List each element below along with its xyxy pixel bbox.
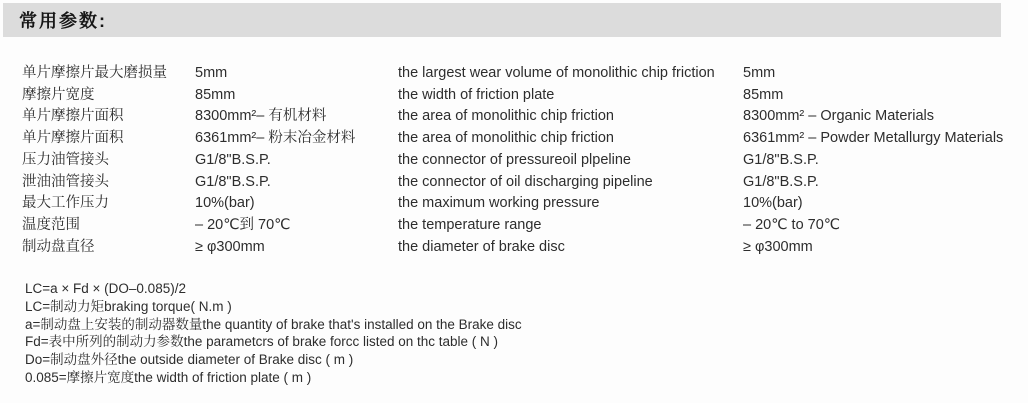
param-value-en: 5mm <box>743 65 776 81</box>
param-value-cn: G1/8"B.S.P. <box>195 173 271 190</box>
param-desc-en: the area of monolithic chip friction <box>398 130 614 147</box>
section-header-bar <box>3 3 1001 37</box>
param-desc-en: the width of friction plate <box>398 86 555 103</box>
param-value-cn: 5mm <box>195 65 228 81</box>
formula-note: LC=制动力矩braking torque( N.m ) <box>25 298 232 314</box>
param-desc-en: the connector of oil discharging pipeline <box>398 173 653 190</box>
param-name-cn: 单片摩擦片面积 <box>22 130 124 147</box>
formula-note: Fd=表中所列的制动力参数the parametcrs of brake forcc listed on thc table ( N ) <box>25 334 499 350</box>
param-name-cn: 制动盘直径 <box>22 238 95 255</box>
param-desc-en: the diameter of brake disc <box>398 238 565 255</box>
parameters-table <box>22 63 1017 258</box>
param-desc-en: the connector of pressureoil plpeline <box>398 151 631 168</box>
formula-note: 0.085=摩擦片宽度the width of friction plate ( m ) <box>25 369 312 385</box>
param-name-cn: 单片摩擦片最大磨损量 <box>22 65 167 81</box>
param-name-cn: 单片摩擦片面积 <box>22 108 124 125</box>
param-name-cn: 最大工作压力 <box>22 195 109 212</box>
param-value-en: ≥ φ300mm <box>743 238 813 255</box>
param-value-cn: – 20℃到 70℃ <box>195 216 291 233</box>
formula-notes <box>25 280 522 387</box>
param-desc-en: the temperature range <box>398 216 542 233</box>
formula-note: Do=制动盘外径the outside diameter of Brake disc ( m ) <box>25 352 354 368</box>
param-desc-en: the area of monolithic chip friction <box>398 108 614 125</box>
param-name-cn: 摩擦片宽度 <box>22 86 95 103</box>
param-value-en: 8300mm² – Organic Materials <box>743 108 934 125</box>
param-value-cn: 6361mm²– 粉末冶金材料 <box>195 130 356 147</box>
param-value-en: G1/8"B.S.P. <box>743 151 819 168</box>
param-value-cn: G1/8"B.S.P. <box>195 151 271 168</box>
param-value-en: 10%(bar) <box>743 195 803 212</box>
param-desc-en: the maximum working pressure <box>398 195 600 212</box>
param-desc-en: the largest wear volume of monolithic chip friction <box>398 65 715 81</box>
param-value-cn: 10%(bar) <box>195 195 255 212</box>
param-value-en: – 20℃ to 70℃ <box>743 216 841 233</box>
param-value-cn: 8300mm²– 有机材料 <box>195 108 327 125</box>
param-value-cn: ≥ φ300mm <box>195 238 265 255</box>
param-name-cn: 泄油油管接头 <box>22 173 109 190</box>
param-name-cn: 压力油管接头 <box>22 151 109 168</box>
param-value-en: 6361mm² – Powder Metallurgy Materials <box>743 130 1004 147</box>
param-value-cn: 85mm <box>195 86 236 103</box>
formula-note: a=制动盘上安装的制动器数量the quantity of brake that's installed on the Brake disc <box>25 316 522 332</box>
param-value-en: 85mm <box>743 86 784 103</box>
param-name-cn: 温度范围 <box>22 216 80 233</box>
param-value-en: G1/8"B.S.P. <box>743 173 819 190</box>
page-title: 常用参数: <box>19 11 107 31</box>
formula-note: LC=a × Fd × (DO–0.085)/2 <box>25 281 186 296</box>
